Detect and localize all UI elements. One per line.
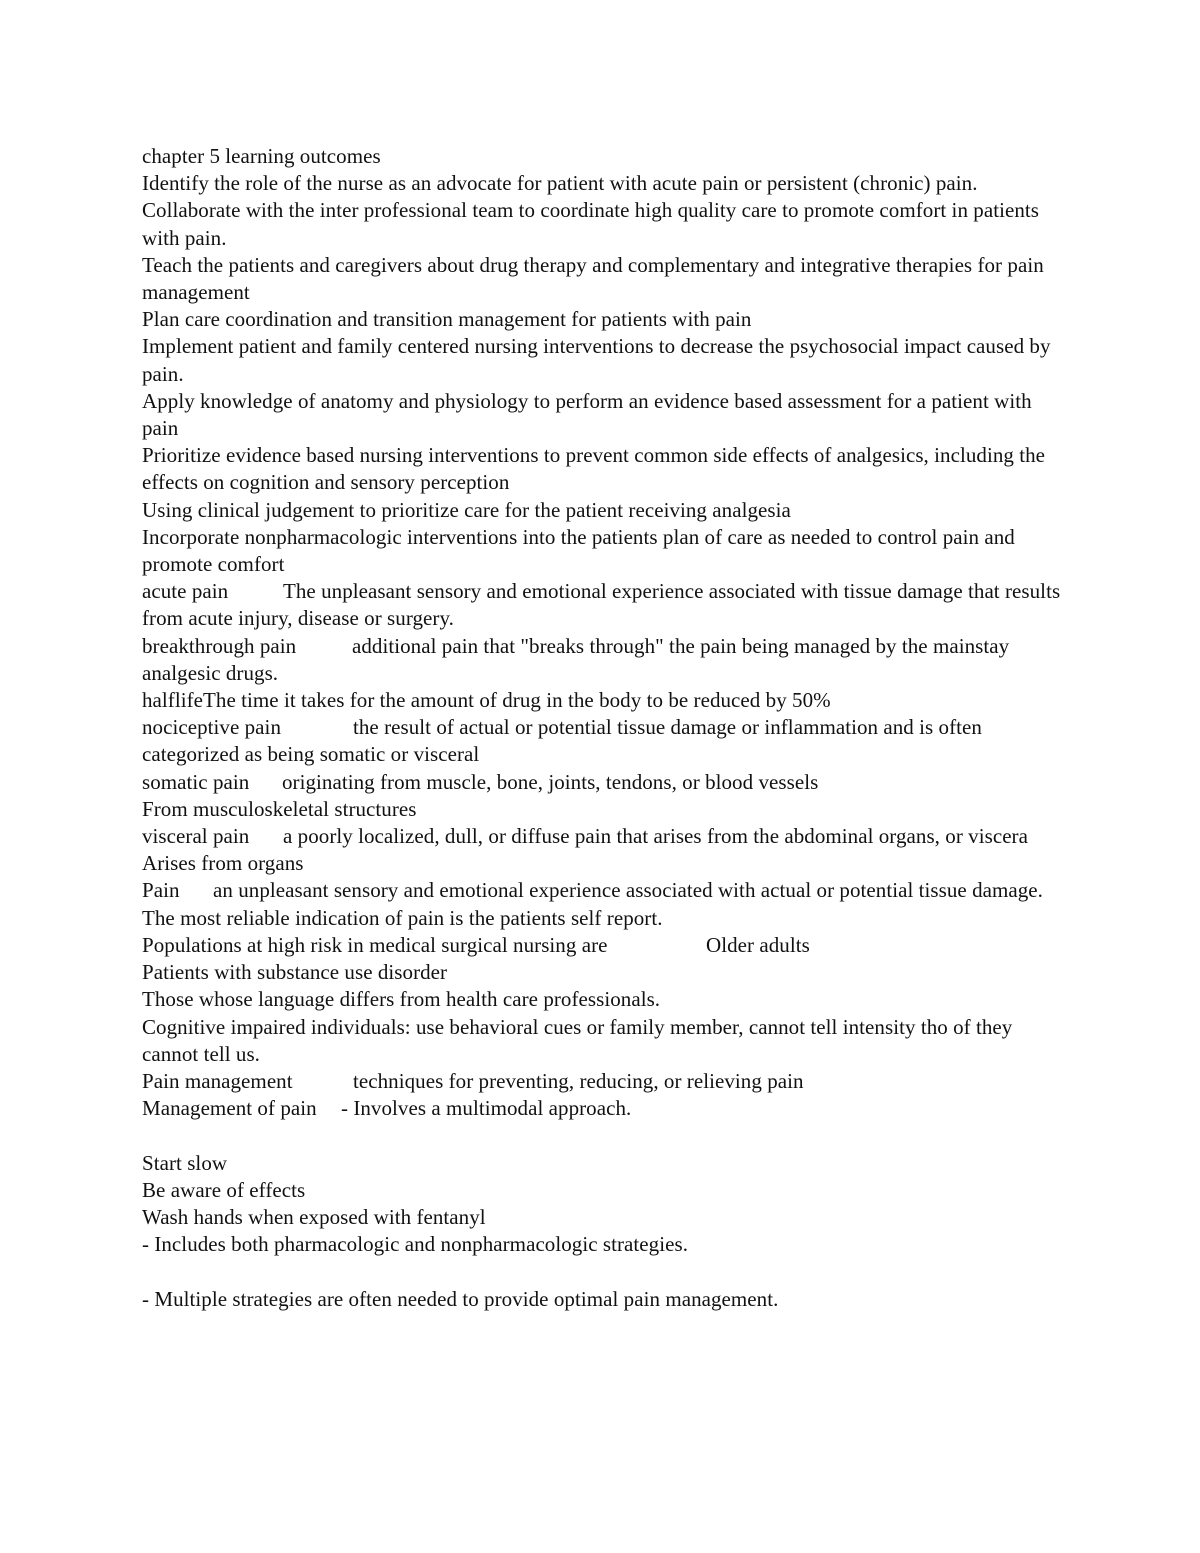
- definition-text: a poorly localized, dull, or diffuse pain that arises from the abdominal organs, or viscera: [283, 824, 1028, 849]
- tip-line: - Includes both pharmacologic and nonpharmacologic strategies.: [142, 1232, 689, 1257]
- definition-entry: [142, 1068, 1067, 1095]
- page-title: chapter 5 learning outcomes: [142, 144, 381, 168]
- definition-text: originating from muscle, bone, joints, tendons, or blood vessels: [282, 769, 819, 794]
- definition-term: Populations at high risk in medical surgical nursing are: [142, 932, 608, 957]
- definition-note: From musculoskeletal structures: [142, 796, 417, 821]
- learning-outcome: Plan care coordination and transition management for patients with pain: [142, 307, 752, 332]
- definition-entry: [142, 714, 1067, 768]
- definition-note: Those whose language differs from health care professionals.: [142, 987, 661, 1012]
- definition-term: nociceptive pain: [142, 715, 281, 740]
- definition-note: Cognitive impaired individuals: use behavioral cues or family member, cannot tell intensity tho of they cannot tell us.: [142, 1014, 1018, 1066]
- definition-term: Pain management: [142, 1068, 293, 1093]
- definition-entry: [142, 1095, 1067, 1122]
- definition-text: The time it takes for the amount of drug in the body to be reduced by 50%: [203, 688, 831, 713]
- definition-note: Patients with substance use disorder: [142, 960, 448, 985]
- definition-entry: [142, 687, 1067, 714]
- definition-text: additional pain that "breaks through" the pain being managed by the mainstay analgesic drugs.: [142, 633, 1015, 685]
- definition-entry: [142, 578, 1067, 632]
- definition-text: The unpleasant sensory and emotional experience associated with tissue damage that results from acute injury, disease or surgery.: [142, 579, 1066, 631]
- definition-term: breakthrough pain: [142, 633, 297, 658]
- learning-outcome: Incorporate nonpharmacologic interventions into the patients plan of care as needed to control pain and promote comfort: [142, 524, 1021, 577]
- definition-entry: [142, 932, 1067, 959]
- definitions-list: [142, 578, 1067, 1122]
- tips-list: [142, 1150, 1067, 1259]
- tip-line: Wash hands when exposed with fentanyl: [142, 1204, 486, 1229]
- learning-outcome: Identify the role of the nurse as an advocate for patient with acute pain or persistent (chronic) pain.: [142, 171, 978, 196]
- definition-text: an unpleasant sensory and emotional experience associated with actual or potential tissue damage. The most reliable indication of pain is the patients self report.: [142, 878, 1048, 930]
- definition-text: techniques for preventing, reducing, or relieving pain: [353, 1068, 804, 1093]
- learning-outcome: Using clinical judgement to prioritize care for the patient receiving analgesia: [142, 497, 791, 522]
- definition-term: visceral pain: [142, 824, 250, 849]
- learning-outcome: Implement patient and family centered nursing interventions to decrease the psychosocial impact caused by pain.: [142, 334, 1056, 386]
- document-body: [142, 143, 1067, 1313]
- tip-line: Be aware of effects: [142, 1177, 306, 1202]
- definition-text: - Involves a multimodal approach.: [341, 1096, 632, 1121]
- learning-outcome: Teach the patients and caregivers about drug therapy and complementary and integrative therapies for pain management: [142, 252, 1050, 305]
- definition-term: somatic pain: [142, 769, 250, 794]
- learning-outcome: Apply knowledge of anatomy and physiology to perform an evidence based assessment for a patient with pain: [142, 388, 1037, 441]
- definition-entry: [142, 769, 1067, 796]
- definition-entry: [142, 633, 1067, 687]
- closing-line: - Multiple strategies are often needed to provide optimal pain management.: [142, 1286, 779, 1311]
- definition-text: the result of actual or potential tissue damage or inflammation and is often categorized as being somatic or visceral: [142, 715, 988, 767]
- learning-outcome: Collaborate with the inter professional team to coordinate high quality care to promote comfort in patients with pain.: [142, 198, 1045, 250]
- definition-entry: [142, 877, 1067, 931]
- paragraph-spacer: [142, 1258, 1067, 1285]
- learning-outcome: Prioritize evidence based nursing interventions to prevent common side effects of analgesics, including the effects on cognition and sensory perception: [142, 443, 1051, 495]
- learning-outcomes-list: [142, 170, 1067, 578]
- paragraph-spacer: [142, 1122, 1067, 1149]
- tip-line: Start slow: [142, 1150, 228, 1175]
- definition-term: Management of pain: [142, 1096, 317, 1121]
- definition-term: halflife: [142, 688, 204, 713]
- definition-term: acute pain: [142, 579, 229, 604]
- definition-entry: [142, 823, 1067, 850]
- definition-note: Arises from organs: [142, 851, 304, 876]
- definition-term: Pain: [142, 878, 180, 903]
- definition-text: Older adults: [706, 932, 810, 957]
